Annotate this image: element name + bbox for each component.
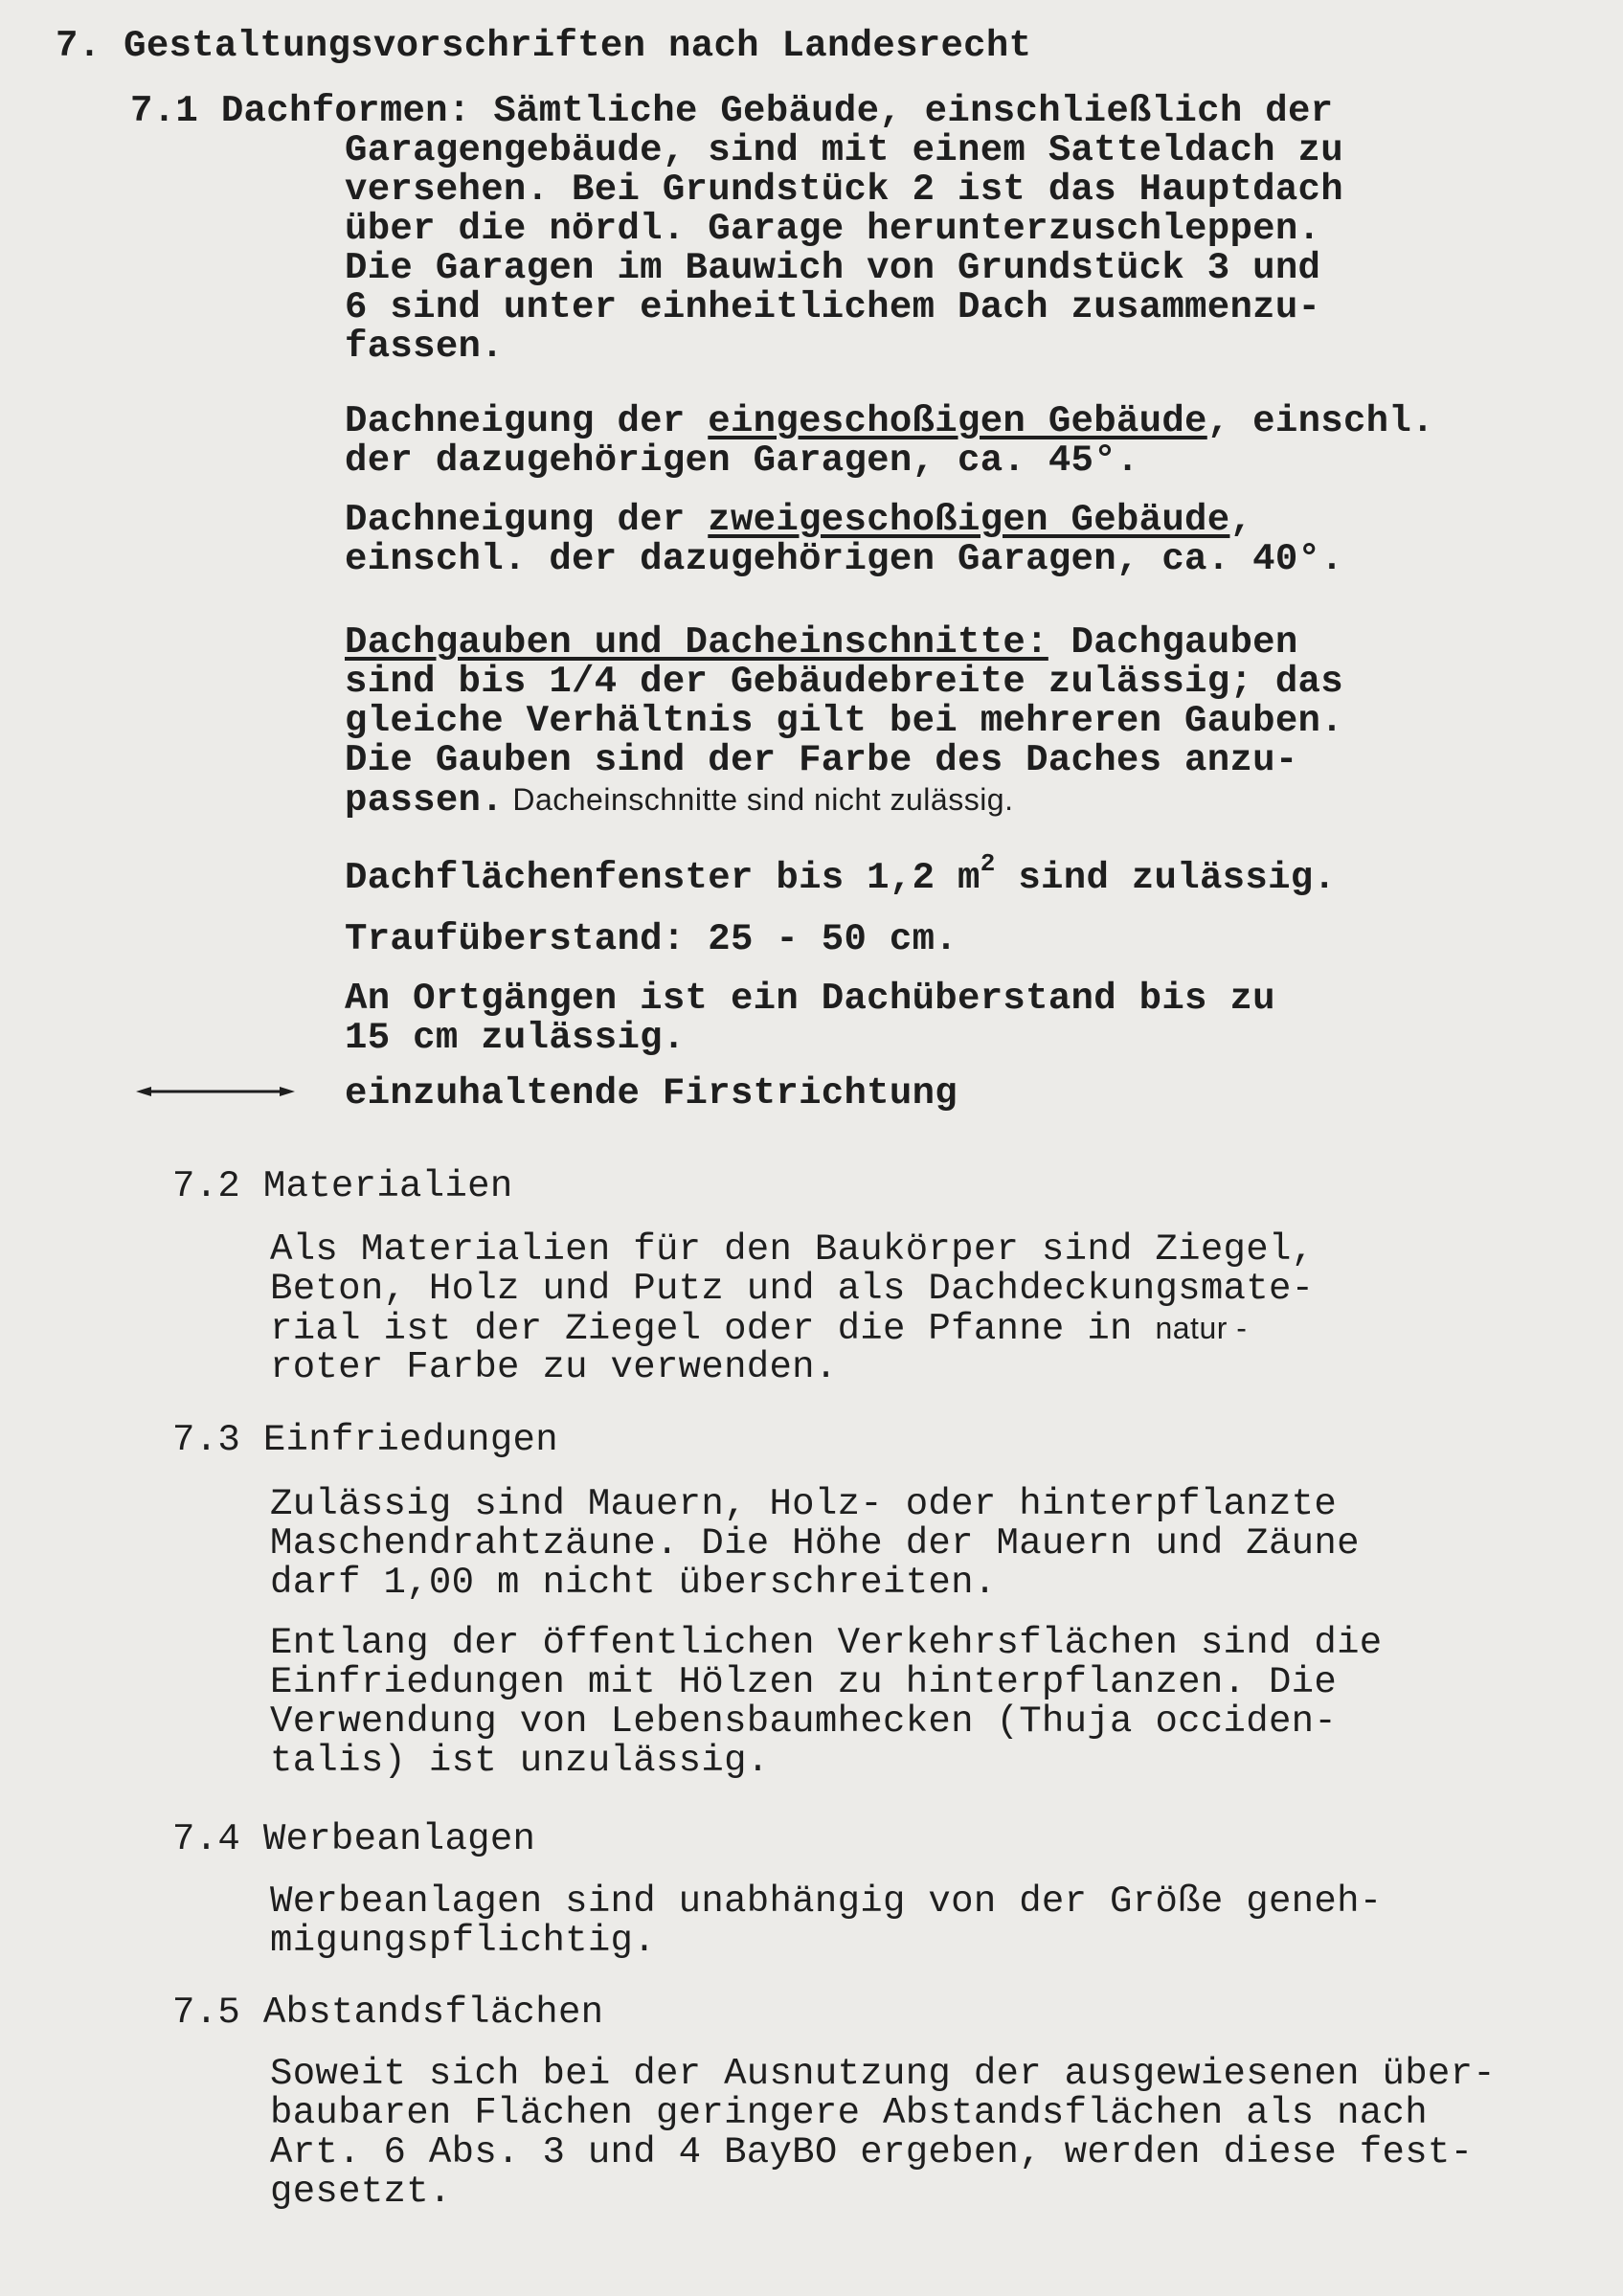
text-span: rial ist der Ziegel oder die Pfanne in [270,1308,1156,1350]
text-span: Dachflächenfenster bis 1,2 m [345,857,981,899]
text-span: sind zulässig. [995,857,1337,899]
text-line: baubaren Flächen geringere Abstandsflächen als nach [270,2092,1428,2134]
text-line: Beton, Holz und Putz und als Dachdeckungsmate- [270,1268,1315,1310]
text-span: , einschl. [1206,400,1434,442]
dachneigung-zweigeschossig [345,501,1252,540]
text-line: Die Gauben sind der Farbe des Daches anzu- [345,739,1298,781]
text-line: darf 1,00 m nicht überschreiten. [270,1562,997,1604]
subsection-7-3-heading: 7.3 Einfriedungen [172,1419,558,1461]
underlined-term: zweigeschoßigen Gebäude [708,499,1230,541]
text-line: Zulässig sind Mauern, Holz- oder hinterpflanzte [270,1483,1338,1525]
superscript: 2 [980,849,996,878]
text-line: der dazugehörigen Garagen, ca. 45°. [345,439,1139,482]
subsection-7-2-heading: 7.2 Materialien [172,1165,513,1207]
traufueberstand-line: Traufüberstand: 25 - 50 cm. [345,918,958,960]
handwritten-addition: Dacheinschnitte sind nicht zulässig. [503,782,1014,817]
text-line: gleiche Verhältnis gilt bei mehreren Gauben. [345,700,1343,742]
text-span: Dachneigung der [345,400,709,442]
section-heading [56,27,1031,66]
text-line: über die nördl. Garage herunterzuschleppen. [345,208,1321,250]
text-line: versehen. Bei Grundstück 2 ist das Hauptdach [345,169,1343,211]
text-line: Art. 6 Abs. 3 und 4 BayBO ergeben, werden diese fest- [270,2131,1474,2173]
dachgauben-last-line [345,780,1013,821]
text-line: gesetzt. [270,2171,452,2213]
text-line: talis) ist unzulässig. [270,1740,770,1782]
text-line: sind bis 1/4 der Gebäudebreite zulässig; das [345,661,1343,703]
text-line: migungspflichtig. [270,1920,656,1962]
text-span: Dachgauben [1048,621,1298,664]
subsection-7-1-first-line [130,92,1333,131]
text-line: Einfriedungen mit Hölzen zu hinterpflanzen. Die [270,1661,1338,1703]
subsection-number: 7.1 [130,90,199,132]
text-line: Entlang der öffentlichen Verkehrsflächen sind die [270,1622,1383,1664]
text-line: Maschendrahtzäune. Die Höhe der Mauern und Zäune [270,1522,1360,1564]
text-span: passen. [345,779,504,822]
dachgauben-heading-line [345,623,1298,663]
text-line: Werbeanlagen sind unabhängig von der Größe geneh- [270,1880,1383,1923]
text-line: Soweit sich bei der Ausnutzung der ausgewiesenen über- [270,2053,1497,2095]
text-line: roter Farbe zu verwenden. [270,1346,838,1388]
handwritten-addition: natur - [1155,1311,1248,1345]
text-span: , [1229,499,1253,541]
firstrichtung-label: einzuhaltende Firstrichtung [345,1072,958,1114]
section-number: 7. [56,25,101,67]
text-line-with-addition [270,1309,1247,1349]
subsection-label: Dachformen: [220,90,471,132]
underlined-term: eingeschoßigen Gebäude [708,400,1207,442]
text-line: 6 sind unter einheitlichem Dach zusammenzu- [345,286,1321,328]
text-line: 15 cm zulässig. [345,1017,686,1059]
text-span: Dachneigung der [345,499,709,541]
dachneigung-eingeschossig [345,402,1434,441]
subsection-7-5-heading: 7.5 Abstandsflächen [172,1992,604,2034]
dachflaechenfenster-line [345,849,1337,899]
text-line: fassen. [345,326,504,368]
text-line: Sämtliche Gebäude, einschließlich der [493,90,1334,132]
text-line: Die Garagen im Bauwich von Grundstück 3 und [345,247,1321,289]
section-title: Gestaltungsvorschriften nach Landesrecht [124,25,1032,67]
text-line: Garagengebäude, sind mit einem Satteldach zu [345,129,1343,171]
text-line: Verwendung von Lebensbaumhecken (Thuja occiden- [270,1700,1338,1743]
subsection-7-4-heading: 7.4 Werbeanlagen [172,1818,536,1860]
firstrichtung-arrow-icon [134,1080,297,1103]
text-line: An Ortgängen ist ein Dachüberstand bis zu [345,978,1275,1020]
text-line: Als Materialien für den Baukörper sind Ziegel, [270,1228,1315,1271]
underlined-term: Dachgauben und Dacheinschnitte: [345,621,1048,664]
text-line: einschl. der dazugehörigen Garagen, ca. 40°. [345,538,1343,580]
